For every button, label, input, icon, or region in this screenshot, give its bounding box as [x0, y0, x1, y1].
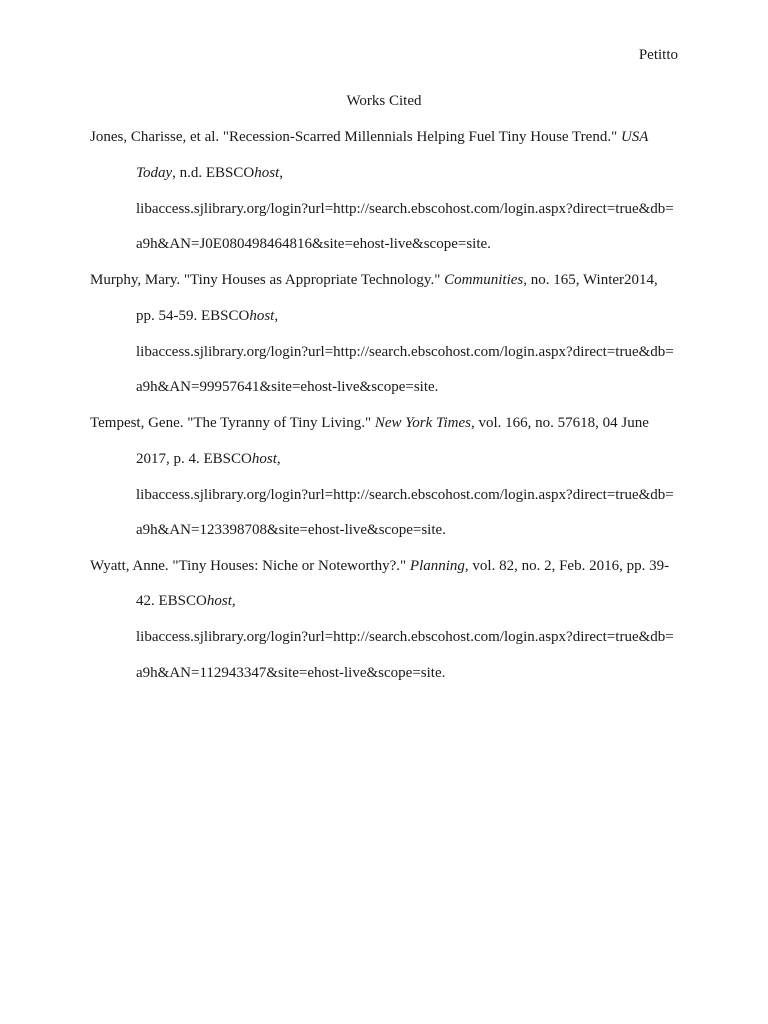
- page-title: Works Cited: [346, 93, 422, 109]
- entry-4-url-line-1: libaccess.sjlibrary.org/login?url=http://search.ebscohost.com/login.aspx?direct=true&db=: [136, 629, 674, 645]
- entry-4-line-2: [136, 591, 236, 611]
- entry-text: pp. 54-59. EBSCO: [136, 308, 250, 324]
- entry-text: , vol. 82, no. 2, Feb. 2016, pp. 39-: [464, 558, 670, 574]
- entry-2-line-1: [90, 270, 658, 290]
- entry-italic-text: host: [251, 451, 277, 467]
- entry-text: ,: [276, 451, 281, 467]
- entry-text: ,: [274, 308, 279, 324]
- entry-text: Murphy, Mary. "Tiny Houses as Appropriate Technology.": [90, 272, 445, 288]
- entry-italic-text: Today: [136, 165, 173, 181]
- entry-text: , vol. 166, no. 57618, 04 June: [470, 415, 649, 431]
- entry-italic-text: USA: [620, 129, 649, 145]
- entry-italic-text: host: [254, 165, 280, 181]
- entry-4-line-1: [90, 556, 669, 576]
- entry-italic-text: New York Times: [374, 415, 471, 431]
- entry-1-line-1: [90, 127, 648, 147]
- entry-2-url-line-1: libaccess.sjlibrary.org/login?url=http://search.ebscohost.com/login.aspx?direct=true&db=: [136, 344, 674, 360]
- entry-text: 42. EBSCO: [136, 593, 207, 609]
- entry-text: Tempest, Gene. "The Tyranny of Tiny Living.": [90, 415, 375, 431]
- entry-2-url-line-2: a9h&AN=99957641&site=ehost-live&scope=site.: [136, 379, 439, 395]
- entry-text: ,: [279, 165, 283, 181]
- entry-text: Jones, Charisse, et al. "Recession-Scarred Millennials Helping Fuel Tiny House Trend.": [90, 129, 621, 145]
- entry-italic-text: Communities: [444, 272, 524, 288]
- entry-2-line-2: [136, 306, 278, 326]
- entry-text: ,: [231, 593, 236, 609]
- running-head: Petitto: [638, 47, 678, 63]
- entry-text: , n.d. EBSCO: [172, 165, 255, 181]
- entry-italic-text: Planning: [409, 558, 465, 574]
- entry-4-url-line-2: a9h&AN=112943347&site=ehost-live&scope=site.: [136, 665, 446, 681]
- entry-italic-text: host: [206, 593, 232, 609]
- entry-text: , no. 165, Winter2014,: [523, 272, 658, 288]
- entry-1-url-line-2: a9h&AN=J0E080498464816&site=ehost-live&scope=site.: [136, 236, 491, 252]
- entry-italic-text: host: [249, 308, 275, 324]
- entry-3-line-2: [136, 449, 281, 469]
- entry-1-url-line-1: libaccess.sjlibrary.org/login?url=http://search.ebscohost.com/login.aspx?direct=true&db=: [136, 201, 674, 217]
- entry-3-url-line-2: a9h&AN=123398708&site=ehost-live&scope=site.: [136, 522, 446, 538]
- entry-3-line-1: [90, 413, 649, 433]
- entry-text: 2017, p. 4. EBSCO: [136, 451, 252, 467]
- entry-3-url-line-1: libaccess.sjlibrary.org/login?url=http://search.ebscohost.com/login.aspx?direct=true&db=: [136, 487, 674, 503]
- entry-text: Wyatt, Anne. "Tiny Houses: Niche or Noteworthy?.": [90, 558, 410, 574]
- entry-1-line-2: [136, 163, 283, 183]
